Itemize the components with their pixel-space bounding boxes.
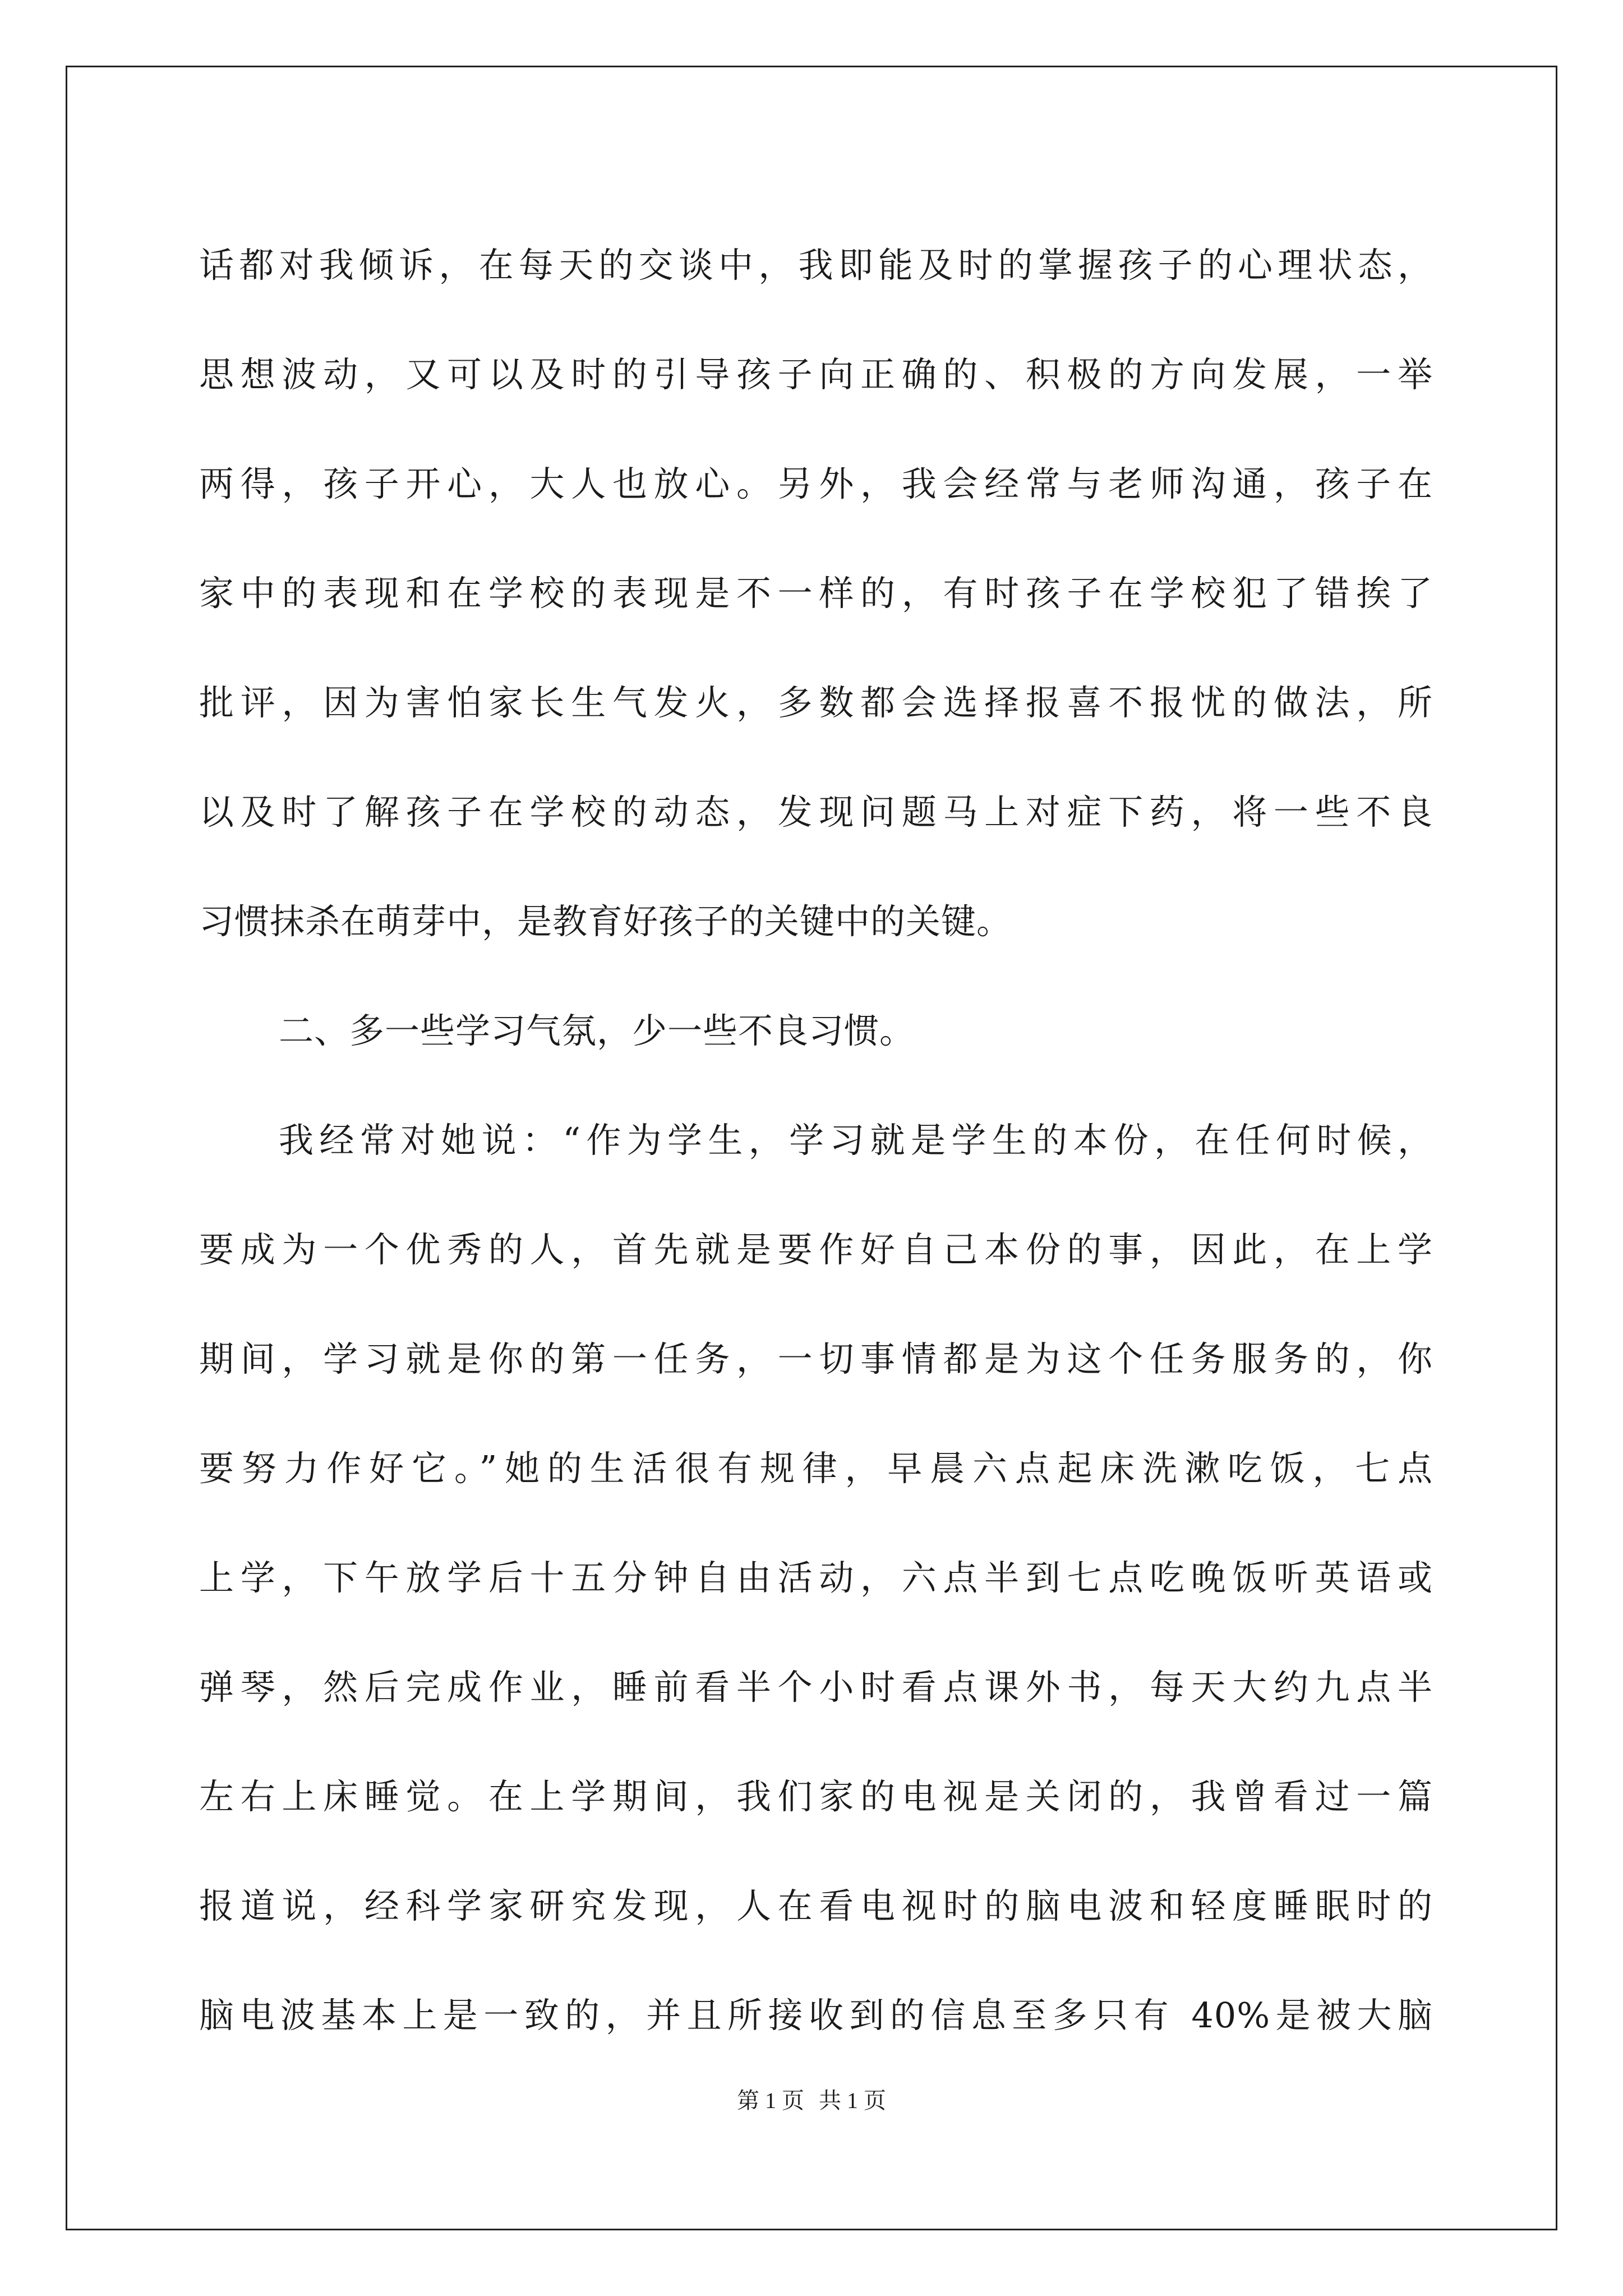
page-number: 第 1 页 bbox=[737, 2088, 804, 2113]
text-line: 话都对我倾诉，在每天的交谈中，我即能及时的掌握孩子的心理状态， bbox=[199, 245, 1433, 286]
text-line: 家中的表现和在学校的表现是不一样的，有时孩子在学校犯了错挨了 bbox=[199, 573, 1433, 614]
text-line: 要成为一个优秀的人，首先就是要作好自己本份的事，因此，在上学 bbox=[199, 1229, 1433, 1270]
text-line: 报道说，经科学家研究发现，人在看电视时的脑电波和轻度睡眠时的 bbox=[199, 1885, 1433, 1926]
text-line: 期间，学习就是你的第一任务，一切事情都是为这个任务服务的，你 bbox=[199, 1338, 1433, 1379]
text-line: 弹琴，然后完成作业，睡前看半个小时看点课外书，每天大约九点半 bbox=[199, 1667, 1433, 1708]
text-line: 左右上床睡觉。在上学期间，我们家的电视是关闭的，我曾看过一篇 bbox=[199, 1776, 1433, 1817]
text-line: 习惯抹杀在萌芽中，是教育好孩子的关键中的关键。 bbox=[199, 901, 1012, 942]
text-line: 两得，孩子开心，大人也放心。另外，我会经常与老师沟通，孩子在 bbox=[199, 463, 1433, 504]
page-total: 共 1 页 bbox=[819, 2088, 886, 2113]
page-footer bbox=[0, 2084, 1623, 2118]
text-line: 脑电波基本上是一致的，并且所接收到的信息至多只有 40%是被大脑 bbox=[199, 1995, 1433, 2036]
text-line: 思想波动，又可以及时的引导孩子向正确的、积极的方向发展，一举 bbox=[199, 354, 1433, 395]
text-line: 我经常对她说：“作为学生，学习就是学生的本份，在任何时候， bbox=[279, 1120, 1433, 1161]
document-body bbox=[199, 210, 1433, 2070]
text-line: 上学，下午放学后十五分钟自由活动，六点半到七点吃晚饭听英语或 bbox=[199, 1557, 1433, 1598]
text-line: 批评，因为害怕家长生气发火，多数都会选择报喜不报忧的做法，所 bbox=[199, 682, 1433, 723]
text-line: 要努力作好它。”她的生活很有规律，早晨六点起床洗漱吃饭，七点 bbox=[199, 1448, 1433, 1489]
text-line: 以及时了解孩子在学校的动态，发现问题马上对症下药，将一些不良 bbox=[199, 792, 1433, 832]
section-heading: 二、多一些学习气氛，少一些不良习惯。 bbox=[279, 1010, 915, 1051]
